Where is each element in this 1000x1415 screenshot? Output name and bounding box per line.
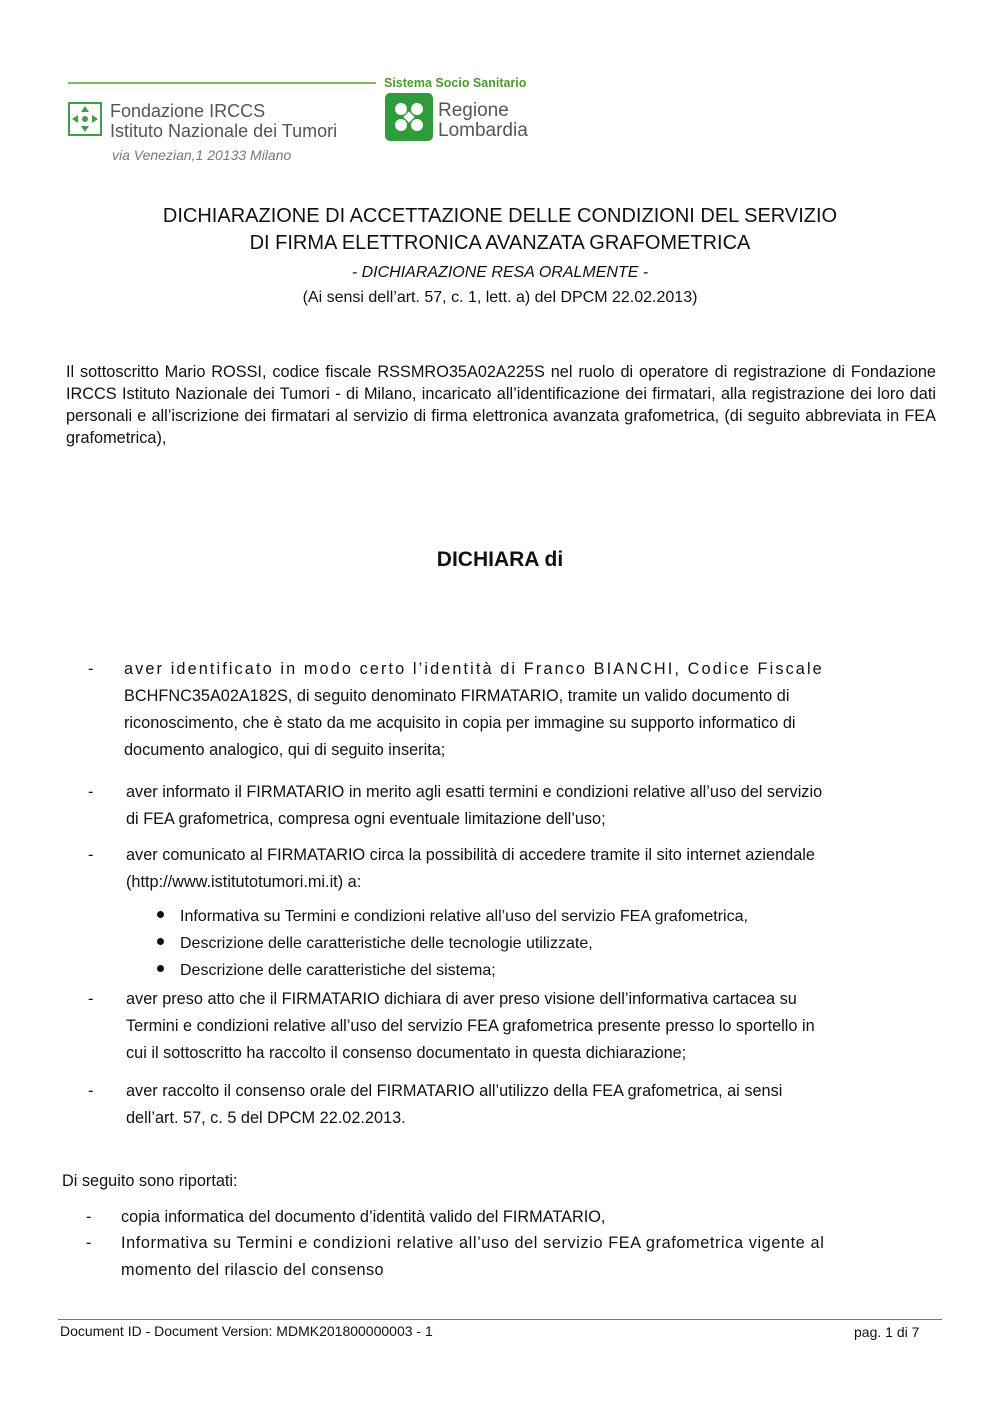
list-item-line: dell’art. 57, c. 5 del DPCM 22.02.2013. (126, 1109, 406, 1127)
seguito-heading: Di seguito sono riportati: (62, 1172, 238, 1190)
bullet-icon (156, 910, 166, 920)
list-dash: - (88, 660, 94, 678)
list-item-line: documento analogico, qui di seguito inserita; (124, 741, 446, 759)
list-dash: - (86, 1234, 92, 1252)
list-item-line: Termini e condizioni relative all’uso del servizio FEA grafometrica presente presso lo sportello in (126, 1017, 815, 1035)
dichiara-heading: DICHIARA di (436, 548, 564, 571)
regione-name-line1: Regione (438, 100, 509, 121)
list-item-line: aver preso atto che il FIRMATARIO dichiara di aver preso visione dell’informativa cartacea su (126, 990, 797, 1008)
list-dash: - (88, 846, 94, 864)
list-item (121, 1230, 936, 1284)
sub-list-item: Informativa su Termini e condizioni relative all’uso del servizio FEA grafometrica, (180, 908, 748, 925)
sistema-socio-sanitario: Sistema Socio Sanitario (384, 76, 527, 90)
list-item-line: aver comunicato al FIRMATARIO circa la possibilità di accedere tramite il sito internet aziendale (126, 846, 815, 864)
istituto-address: via Venezian,1 20133 Milano (112, 147, 292, 163)
legal-reference: (Ai sensi dell’art. 57, c. 1, lett. a) del DPCM 22.02.2013) (302, 289, 698, 306)
list-item (126, 779, 936, 833)
list-item (126, 842, 936, 896)
list-item-line: aver informato il FIRMATARIO in merito agli esatti termini e condizioni relative all’uso del servizio (126, 783, 823, 801)
intro-paragraph: Il sottoscritto Mario ROSSI, codice fiscale RSSMRO35A02A225S nel ruolo di operatore di registrazione di Fondazione IRCCS Istituto Nazionale dei Tumori - di Milano, incaricato all’identificazione dei firmatari, alla registrazione dei loro dati personali e all’iscrizione dei firmatari al servizio di firma elettronica avanzata grafometrica, (di seguito abbreviata in FEA grafometrica), (66, 363, 936, 447)
list-item-line: (http://www.istitutotumori.mi.it) a: (126, 873, 362, 891)
list-dash: - (86, 1208, 92, 1226)
list-item-line: aver identificato in modo certo l’identità di Franco BIANCHI, Codice Fiscale (124, 660, 824, 678)
document-id: Document ID - Document Version: MDMK201800000003 - 1 (60, 1323, 433, 1339)
list-item (126, 1078, 936, 1132)
list-item-line: momento del rilascio del consenso (121, 1261, 384, 1279)
list-item-line: di FEA grafometrica, compresa ogni eventuale limitazione dell’uso; (126, 810, 606, 828)
list-item-line: aver raccolto il consenso orale del FIRMATARIO all’utilizzo della FEA grafometrica, ai sensi (126, 1082, 783, 1100)
list-item (124, 656, 924, 764)
regione-name-line2: Lombardia (438, 120, 528, 141)
header-rule-left (68, 82, 376, 84)
list-item-line: copia informatica del documento d’identità valido del FIRMATARIO, (121, 1208, 606, 1226)
list-dash: - (88, 783, 94, 801)
list-item-line: BCHFNC35A02A182S, di seguito denominato FIRMATARIO, tramite un valido documento di (124, 687, 790, 705)
page-number: pag. 1 di 7 (854, 1324, 920, 1340)
istituto-cross-logo-icon (68, 102, 102, 136)
list-item (121, 1204, 936, 1231)
list-item-line: cui il sottoscritto ha raccolto il consenso documentato in questa dichiarazione; (126, 1044, 687, 1062)
title-line1: DICHIARAZIONE DI ACCETTAZIONE DELLE CONDIZIONI DEL SERVIZIO (162, 205, 838, 227)
list-item (126, 986, 936, 1067)
list-item-line: Informativa su Termini e condizioni relative all’uso del servizio FEA grafometrica vigente al (121, 1234, 825, 1252)
list-item-line: riconoscimento, che è stato da me acquisito in copia per immagine su supporto informatico di (124, 714, 796, 732)
sub-list-item: Descrizione delle caratteristiche del sistema; (180, 962, 496, 979)
bullet-icon (156, 964, 166, 974)
istituto-name-line1: Fondazione IRCCS (110, 101, 266, 121)
regione-name (438, 101, 528, 141)
list-dash: - (88, 1082, 94, 1100)
sub-list-item: Descrizione delle caratteristiche delle tecnologie utilizzate, (180, 935, 593, 952)
istituto-name (110, 101, 337, 141)
bullet-icon (156, 937, 166, 947)
istituto-name-line2: Istituto Nazionale dei Tumori (110, 121, 338, 141)
title-line2: DI FIRMA ELETTRONICA AVANZATA GRAFOMETRICA (249, 232, 751, 254)
subtitle: - DICHIARAZIONE RESA ORALMENTE - (351, 264, 649, 281)
footer-rule (58, 1319, 942, 1320)
list-dash: - (88, 990, 94, 1008)
regione-lombardia-logo-icon (385, 93, 433, 141)
